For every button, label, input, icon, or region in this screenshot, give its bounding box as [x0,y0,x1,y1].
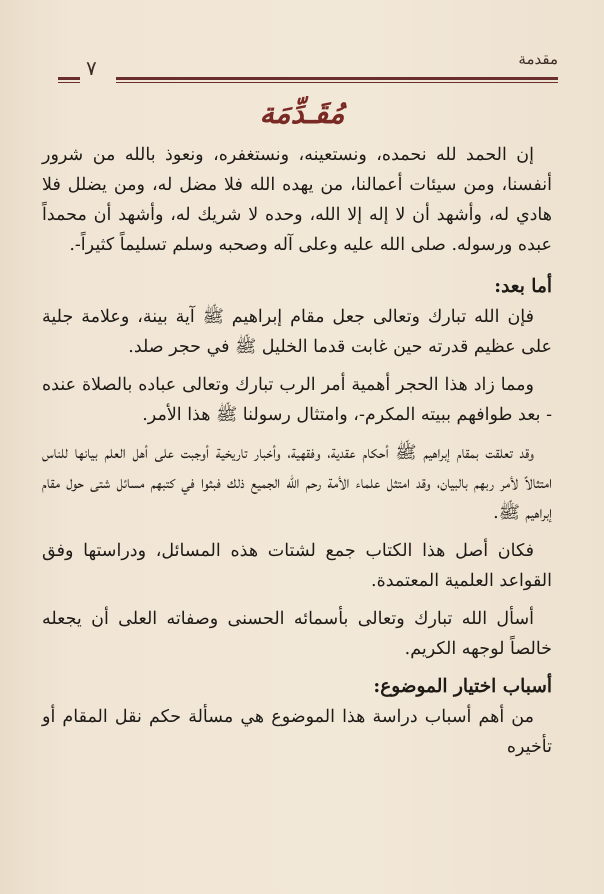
chapter-title: مُقَـدِّمَة [259,96,345,130]
section-heading: أسباب اختيار الموضوع: [373,676,552,697]
header-rule-left [58,77,80,80]
section-heading: أما بعد: [494,276,552,297]
paragraph: أسأل الله تبارك وتعالى بأسمائه الحسنى وصفاته العلى أن يجعله خالصاً لوجهه الكريم. [42,609,552,659]
paragraph: ومما زاد هذا الحجر أهمية أمر الرب تبارك وتعالى عباده بالصلاة عنده - بعد طوافهم ببيته المكرم-، وامتثال رسولنا ﷺ هذا الأمر. [42,375,552,425]
page-number: ٧ [86,56,97,80]
header-rule-thin [116,82,558,83]
paragraph-opening: إن الحمد لله نحمده، ونستعينه، ونستغفره، ونعوذ بالله من شرور أنفسنا، ومن سيئات أعمالنا، من يهده الله فلا مضل له، ومن يضلل فلا هادي له، وأشهد أن لا إله إلا الله، وحده لا شريك له، وأشهد أن محمداً عبده ورسوله. صلى الله عليه وعلى آله وصحبه وسلم تسليماً كثيراً-. [42,145,552,255]
paragraph: فكان أصل هذا الكتاب جمع لشتات هذه المسائل، ودراستها وفق القواعد العلمية المعتمدة. [42,541,552,591]
running-title: مقدمة [518,50,558,68]
paragraph: من أهم أسباب دراسة هذا الموضوع هي مسألة حكم نقل المقام أو تأخيره [42,707,552,757]
header-rule [116,77,558,80]
paragraph: وقد تعلقت بمقام إبراهيم ﷺ أحكام عقدية، وفقهية، وأخبار تاريخية أوجبت على أهل العلم بيانها للناس امتثالاً لأمر ربهم بالبيان، وقد امتثل علماء الأمة رحم الله الجميع ذلك فبثوا في كتبهم مسائل شتى حول مقام إبراهيم ﷺ. [42,443,552,523]
paragraph: فإن الله تبارك وتعالى جعل مقام إبراهيم ﷺ آية بينة، وعلامة جلية على عظيم قدرته حين غابت قدما الخليل ﷺ في حجر صلد. [42,307,552,357]
header-rule-left-thin [58,82,80,83]
page-header [58,50,558,90]
main-text [42,140,552,762]
